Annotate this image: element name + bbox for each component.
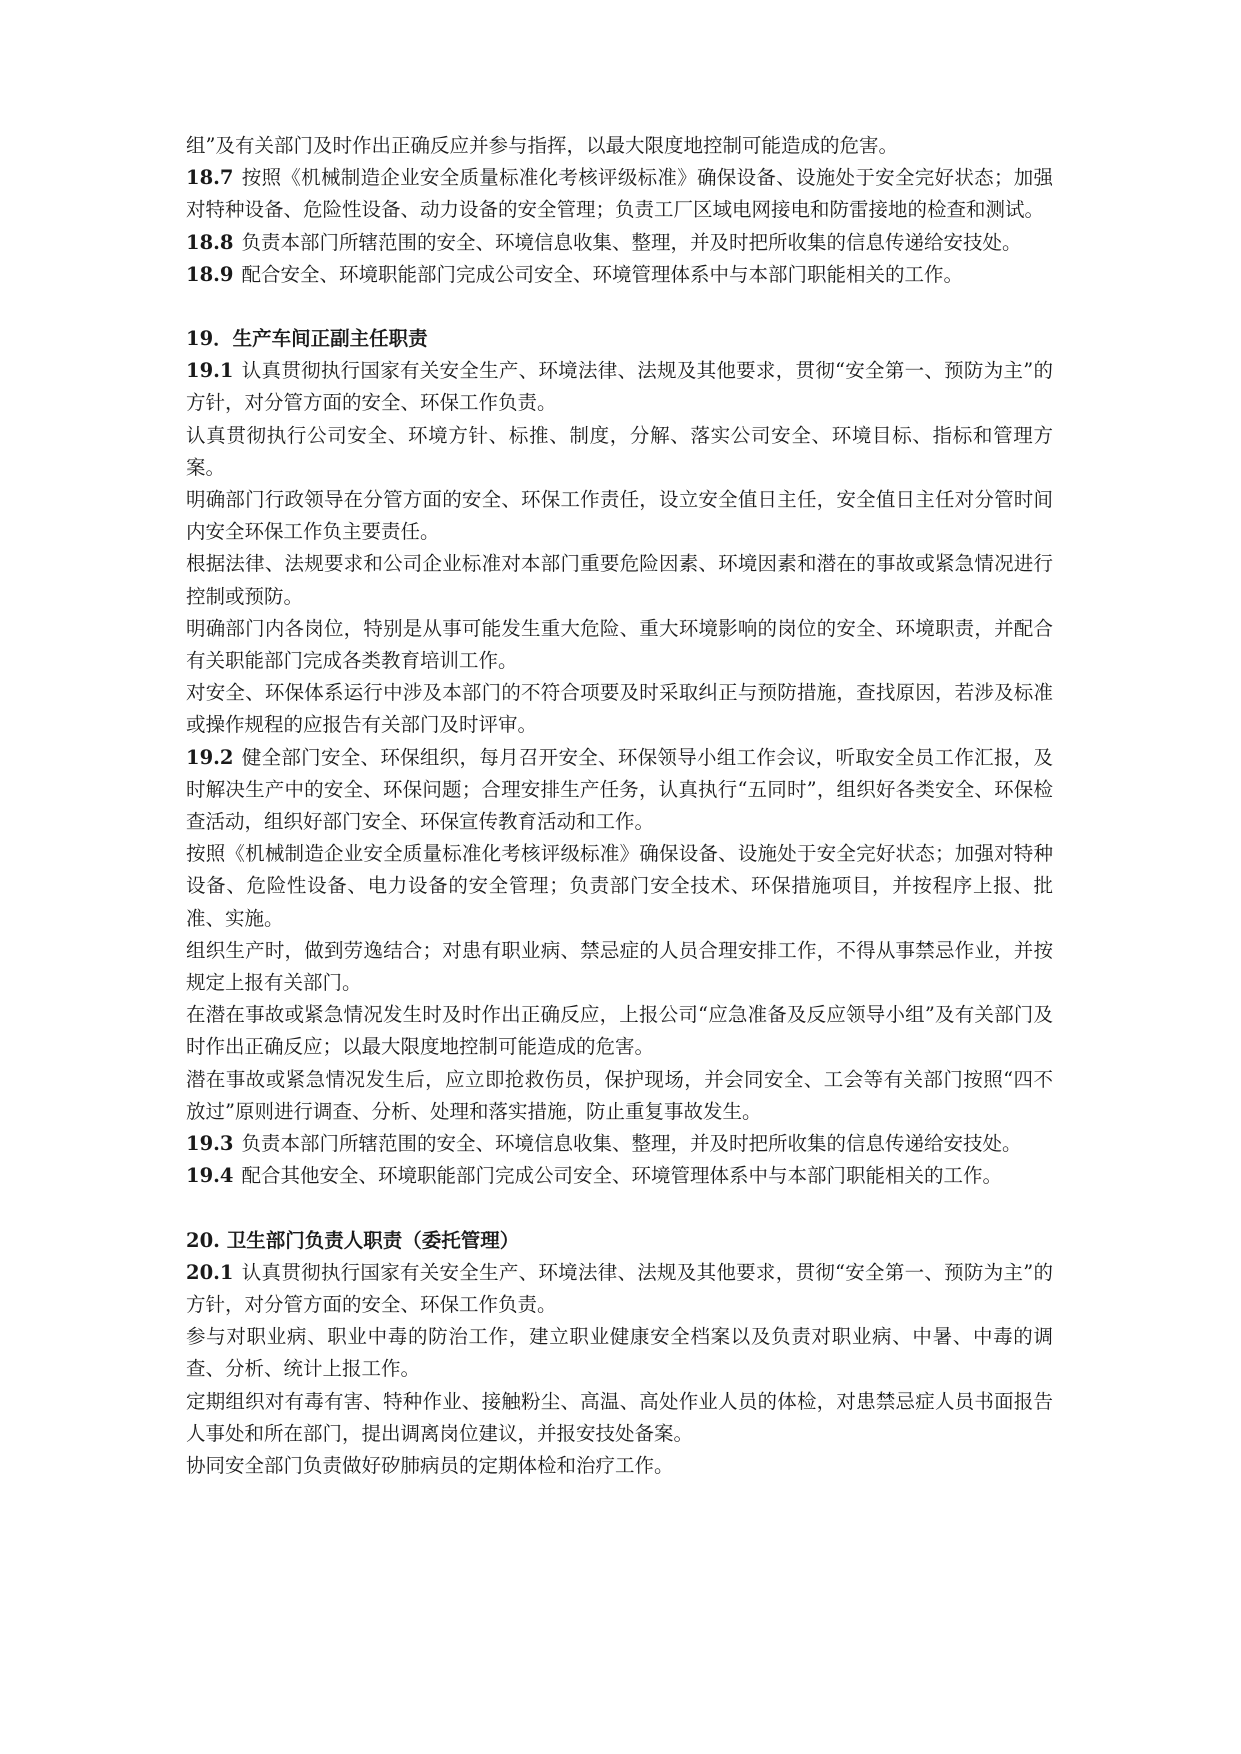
- item-text: 认真贯彻执行国家有关安全生产、环境法律、法规及其他要求，贯彻“安全第一、预防为主”的方针，对分管方面的安全、环保工作负责。: [186, 359, 1053, 415]
- item-19-3: [186, 1128, 1053, 1160]
- item-18-7: [186, 162, 1053, 226]
- paragraph: 在潜在事故或紧急情况发生时及时作出正确反应，上报公司“应急准备及反应领导小组”及有关部门及时作出正确反应；以最大限度地控制可能造成的危害。: [186, 1003, 1053, 1059]
- item-text: 负责本部门所辖范围的安全、环境信息收集、整理，并及时把所收集的信息传递给安技处。: [241, 230, 1022, 254]
- paragraph: 组织生产时，做到劳逸结合；对患有职业病、禁忌症的人员合理安排工作，不得从事禁忌作业，并按规定上报有关部门。: [186, 938, 1053, 995]
- item-19-2: [186, 742, 1053, 839]
- item-19-1: [186, 355, 1053, 419]
- paragraph: 潜在事故或紧急情况发生后，应立即抢救伤员，保护现场，并会同安全、工会等有关部门按照“四不放过”原则进行调查、分析、处理和落实措施，防止重复事故发生。: [186, 1067, 1053, 1123]
- section-19: [186, 323, 1053, 1192]
- item-text: 配合安全、环境职能部门完成公司安全、环境管理体系中与本部门职能相关的工作。: [241, 262, 964, 286]
- item-number: 19.2: [186, 745, 234, 769]
- item-text: 认真贯彻执行国家有关安全生产、环境法律、法规及其他要求，贯彻“安全第一、预防为主”的方针，对分管方面的安全、环保工作负责。: [186, 1260, 1053, 1316]
- section-heading: 19．生产车间正副主任职责: [186, 327, 428, 351]
- item-number: 19.3: [186, 1132, 234, 1156]
- paragraph: 定期组织对有毒有害、特种作业、接触粉尘、高温、高处作业人员的体检，对患禁忌症人员书面报告人事处和所在部门，提出调离岗位建议，并报安技处备案。: [186, 1389, 1053, 1445]
- paragraph: 明确部门内各岗位，特别是从事可能发生重大危险、重大环境影响的岗位的安全、环境职责，并配合有关职能部门完成各类教育培训工作。: [186, 616, 1053, 673]
- item-text: 负责本部门所辖范围的安全、环境信息收集、整理，并及时把所收集的信息传递给安技处。: [241, 1132, 1022, 1156]
- section-20: [186, 1225, 1053, 1483]
- item-20-1: [186, 1257, 1053, 1321]
- item-text: 按照《机械制造企业安全质量标准化考核评级标准》确保设备、设施处于安全完好状态；加强对特种设备、危险性设备、动力设备的安全管理；负责工厂区域电网接电和防雷接地的检查和测试。: [186, 166, 1053, 222]
- item-number: 18.9: [186, 262, 234, 286]
- item-number: 18.8: [186, 230, 234, 254]
- section-18-continued: [186, 130, 1053, 291]
- paragraph: 认真贯彻执行公司安全、环境方针、标推、制度，分解、落实公司安全、环境目标、指标和管理方案。: [186, 423, 1053, 479]
- section-heading: 20. 卫生部门负责人职责（委托管理）: [186, 1228, 520, 1252]
- paragraph: 组”及有关部门及时作出正确反应并参与指挥，以最大限度地控制可能造成的危害。: [186, 134, 898, 157]
- item-number: 20.1: [186, 1260, 234, 1284]
- paragraph: 根据法律、法规要求和公司企业标准对本部门重要危险因素、环境因素和潜在的事故或紧急情况进行控制或预防。: [186, 552, 1053, 608]
- paragraph: 明确部门行政领导在分管方面的安全、环保工作责任，设立安全值日主任，安全值日主任对分管时间内安全环保工作负主要责任。: [186, 488, 1053, 544]
- item-19-4: [186, 1160, 1053, 1192]
- item-18-9: [186, 259, 1053, 291]
- item-number: 18.7: [186, 166, 234, 190]
- item-18-8: [186, 227, 1053, 259]
- item-text: 健全部门安全、环保组织，每月召开安全、环保领导小组工作会议，听取安全员工作汇报，及时解决生产中的安全、环保问题；合理安排生产任务，认真执行“五同时”，组织好各类安全、环保检查活动，组织好部门安全、环保宣传教育活动和工作。: [186, 745, 1053, 834]
- paragraph: 对安全、环保体系运行中涉及本部门的不符合项要及时采取纠正与预防措施，查找原因，若涉及标准或操作规程的应报告有关部门及时评审。: [186, 681, 1053, 737]
- item-number: 19.4: [186, 1164, 234, 1188]
- item-text: 配合其他安全、环境职能部门完成公司安全、环境管理体系中与本部门职能相关的工作。: [241, 1164, 1003, 1188]
- item-number: 19.1: [186, 359, 234, 383]
- paragraph: 按照《机械制造企业安全质量标准化考核评级标准》确保设备、设施处于安全完好状态；加强对特种设备、危险性设备、电力设备的安全管理；负责部门安全技术、环保措施项目，并按程序上报、批准、实施。: [186, 842, 1053, 930]
- paragraph: 协同安全部门负责做好矽肺病员的定期体检和治疗工作。: [186, 1453, 674, 1477]
- paragraph: 参与对职业病、职业中毒的防治工作，建立职业健康安全档案以及负责对职业病、中暑、中毒的调查、分析、统计上报工作。: [186, 1325, 1053, 1381]
